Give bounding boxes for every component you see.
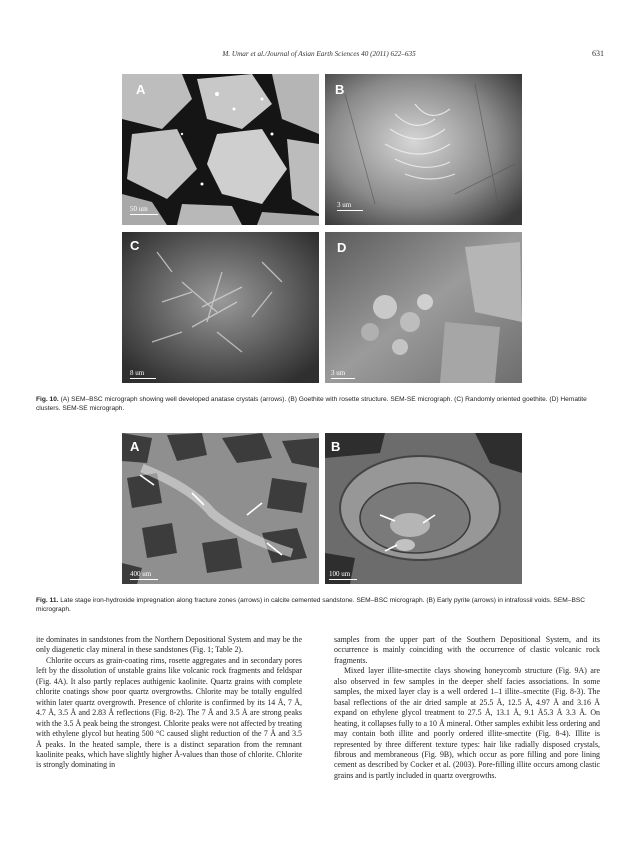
fig10-panel-c-scale	[130, 369, 144, 377]
scale-text: 400 um	[130, 570, 152, 578]
scale-text: 3 um	[331, 369, 346, 377]
fig11-caption-text: Late stage iron-hydroxide impregnation along fracture zones (arrows) in calcite cemented sandstone. SEM–BSC micrograph. (B) Early pyrite (arrows) in intrafossil voids. SEM–BSC micrograph.	[36, 597, 585, 613]
fig10-panel-c-micrograph	[122, 232, 319, 383]
scale-bar	[130, 214, 158, 215]
fig10-panel-b-scale	[337, 201, 351, 209]
body-column-right	[334, 635, 600, 781]
fig11-panel-b-micrograph	[325, 433, 522, 584]
fig11-panel-a-label: A	[130, 439, 140, 454]
scale-text: 3 um	[337, 201, 352, 209]
fig10-panel-b-label: B	[335, 82, 345, 97]
fig11-panel-b-label: B	[331, 439, 341, 454]
fig11-panel-a-scale	[130, 570, 151, 578]
fig10-panel-d	[325, 232, 522, 383]
scale-bar	[130, 378, 156, 379]
fig11-panel-a-micrograph	[122, 433, 319, 584]
body-paragraph: Mixed layer illite-smectite clays showing honeycomb structure (Fig. 9A) are also observed in few samples in the deeper shelf facies associations. In some samples, the mixed layer clay is a well ordered 1–1 illite–smectite (Fig. 8-3). The basal reflections of the air dried sample at 25.5 Å, 12.5 Å, 4.97 Å and 3.16 Å expand on ethylene glycol treatment to 27.5 Å, 13.1 Å, 9.1 Å5.3 Å 3.3 Å. On heating, it collapses fully to a 10 Å mineral. Other samples exhibit less ordering and may contain both illite and poorly ordered illite-smectite (Fig. 8-4). Illite is represented by three different texture types: hair like radially disposed crystals, fibrous and membraneous (Fig. 9B), which occur as pore filling and pore lining cement as described by Cocker et al. (2003). Pore-filling illite occurs among clastic grains and is partly included in quartz overgrowths.	[334, 666, 600, 780]
running-header: M. Umar et al./Journal of Asian Earth Sciences 40 (2011) 622–635	[222, 50, 416, 58]
scale-bar	[329, 579, 357, 580]
fig10-caption	[36, 395, 602, 413]
scale-text: 8 um	[130, 369, 145, 377]
fig11-panel-b	[325, 433, 522, 584]
fig10-panel-a-scale	[130, 205, 148, 213]
page-number: 631	[592, 49, 604, 58]
fig10-panel-c-label: C	[130, 238, 140, 253]
fig10-panel-a	[122, 74, 319, 225]
body-paragraph: ite dominates in sandstones from the Northern Depositional System and may be the only diagenetic clay mineral in these sandstones (Fig. 1; Table 2).	[36, 635, 302, 655]
fig10-panel-a-label: A	[136, 82, 146, 97]
fig11-panel-b-scale	[329, 570, 350, 578]
fig10-panel-d-micrograph	[325, 232, 522, 383]
body-paragraph: Chlorite occurs as grain-coating rims, rosette aggregates and in secondary pores left by the dissolution of unstable grains like volcanic rock fragments and feldspar (Fig. 4A). It also partly replaces authigenic kaolinite. Quartz grains with complete chlorite coatings show poor quartz overgrowths. Chlorite may be totally engulfed within later quartz overgrowth. Presence of chlorite is confirmed by its 14 Å, 7 Å, 4.7 Å, 3.5 Å and 2.83 Å reflections (Fig. 8-2). The 7 Å and 3.5 Å are strong peaks with the 3.5 Å peak being the strongest. Chlorite peaks were not affected by treating with ethylene glycol but heating 500 °C caused slight reduction of the 7 Å and 3.5 Å peaks. In the heated sample, there is a distinct separation from the remnant kaolinite peaks, which have slightly higher Å-values than those of chlorite. Chlorite is strongly dominating in	[36, 655, 302, 770]
scale-text: 50 um	[130, 205, 148, 213]
scale-bar	[130, 579, 158, 580]
fig10-caption-text: (A) SEM–BSC micrograph showing well developed anatase crystals (arrows). (B) Goethite with rosette structure. SEM-SE micrograph. (C) Randomly oriented goethite. (D) Hematite clusters. SEM-SE micrograph.	[36, 396, 587, 412]
fig10-panel-d-label: D	[337, 240, 347, 255]
body-column-left	[36, 635, 302, 771]
scale-text: 100 um	[329, 570, 351, 578]
fig10-panel-c	[122, 232, 319, 383]
body-paragraph: samples from the upper part of the Southern Depositional System, and its occurrence is mainly coinciding with the occurrence of clastic volcanic rock fragments.	[334, 635, 600, 665]
scale-bar	[337, 210, 363, 211]
fig11-caption-label: Fig. 11.	[36, 597, 59, 604]
fig11-caption	[36, 596, 602, 614]
fig10-panel-b	[325, 74, 522, 225]
scale-bar	[331, 378, 355, 379]
fig10-panel-d-scale	[331, 369, 345, 377]
fig10-caption-label: Fig. 10.	[36, 396, 59, 403]
fig11-panel-a	[122, 433, 319, 584]
fig10-panel-b-micrograph	[325, 74, 522, 225]
fig10-panel-a-micrograph	[122, 74, 319, 225]
